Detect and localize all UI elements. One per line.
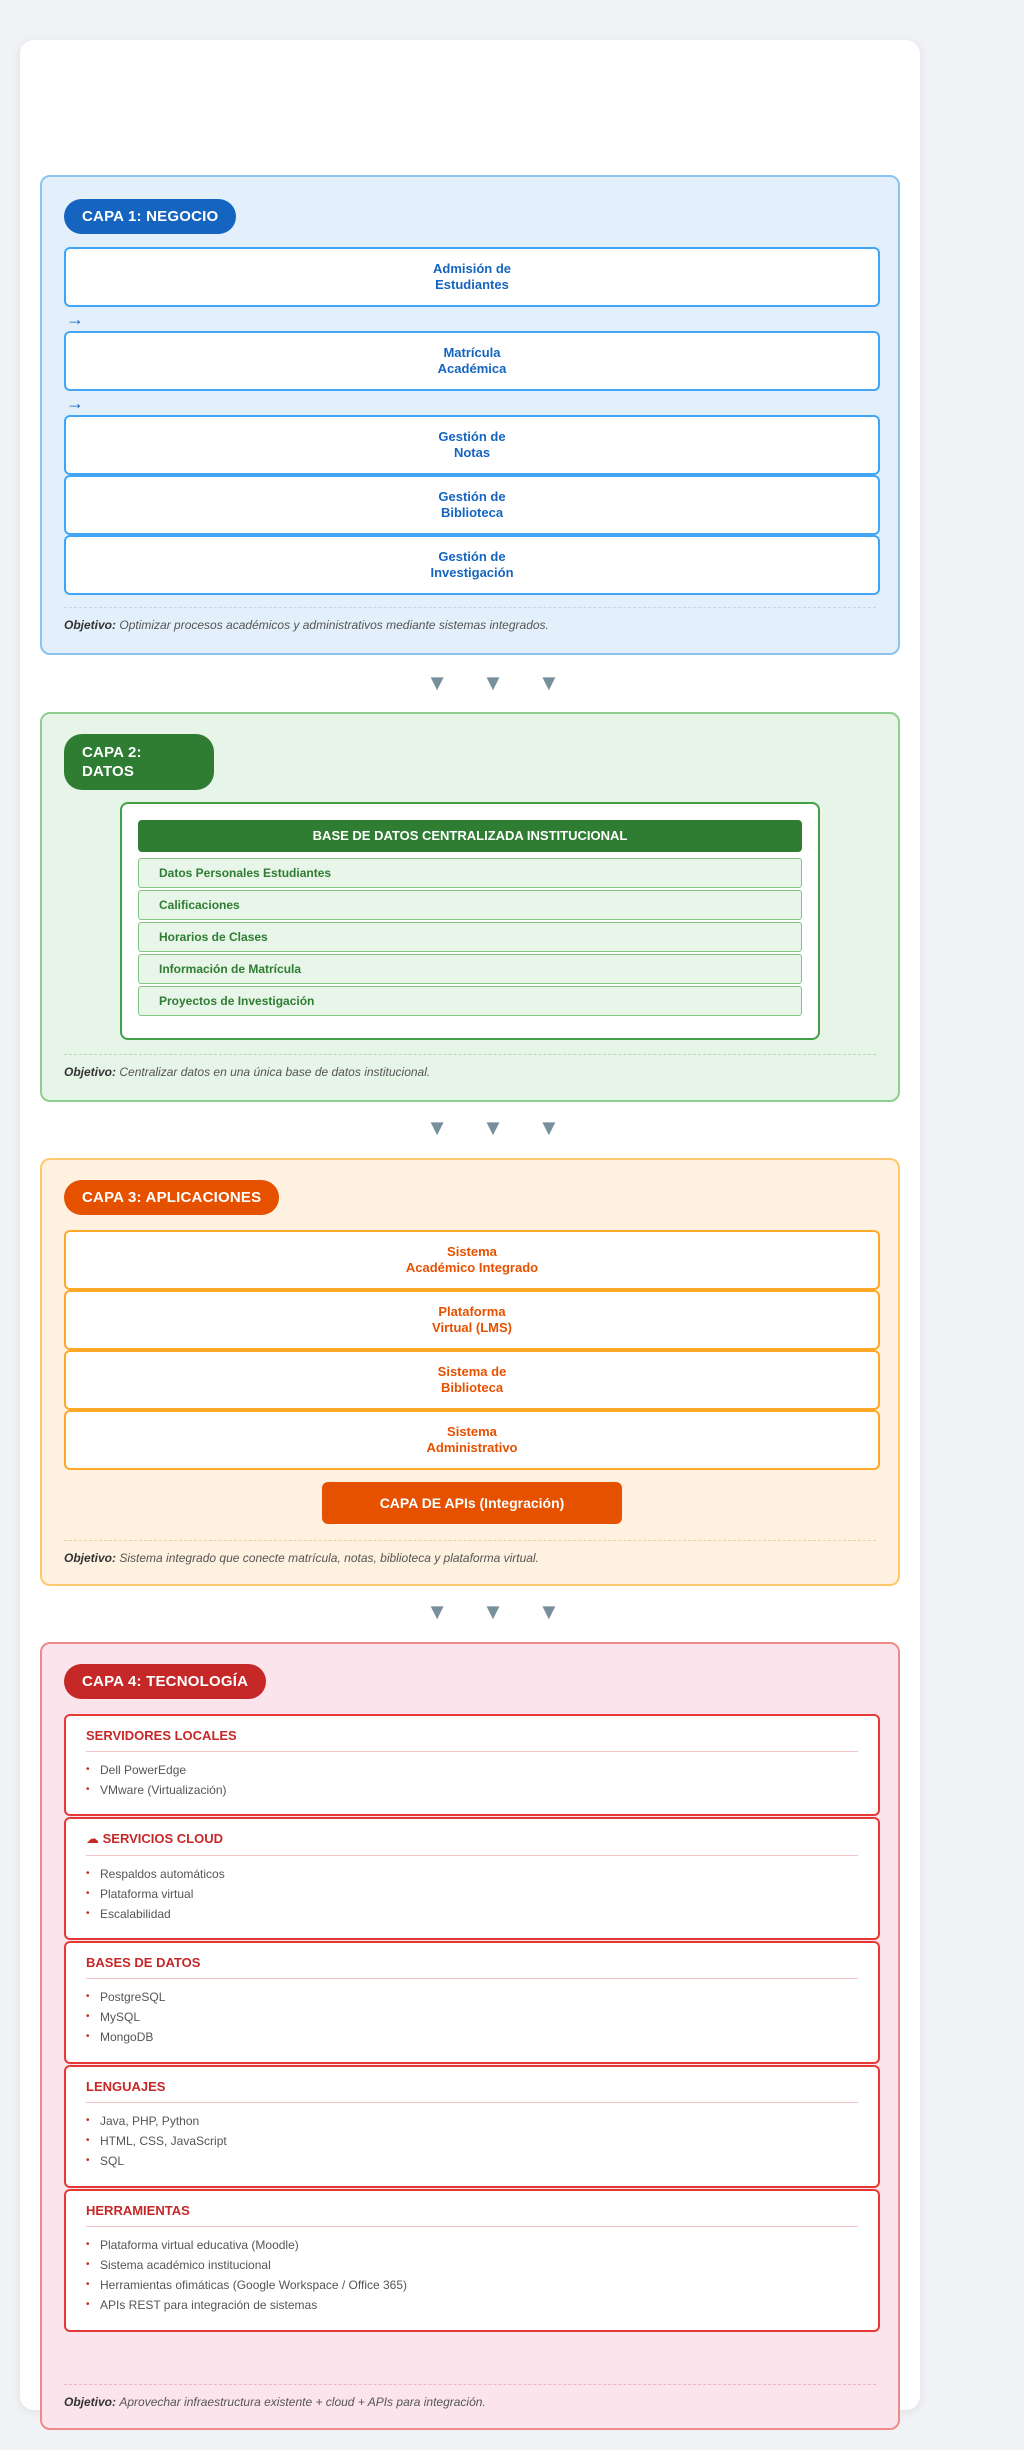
list-item: • APIs REST para integración de sistemas (86, 2295, 858, 2315)
list-item: Proyectos de Investigación (138, 986, 802, 1016)
tech-group-languages (64, 2065, 880, 2188)
tech-group-title: ☁ SERVICIOS CLOUD (86, 1831, 858, 1856)
list-item: • Java, PHP, Python (86, 2111, 858, 2131)
process-box: Matrícula Académica (64, 331, 880, 391)
list-item: • HTML, CSS, JavaScript (86, 2131, 858, 2151)
tech-group-servers (64, 1714, 880, 1816)
list-item: • Herramientas ofimáticas (Google Workspace / Office 365) (86, 2275, 858, 2295)
layer-applications-objective: Objetivo: Sistema integrado que conecte matrícula, notas, biblioteca y plataforma virtual. (64, 1540, 876, 1565)
arrow-right-icon: → (66, 309, 84, 329)
list-item: • Escalabilidad (86, 1904, 858, 1924)
list-item: • SQL (86, 2151, 858, 2171)
layer-applications (40, 1158, 900, 1586)
tech-group-title: BASES DE DATOS (86, 1955, 858, 1979)
arrow-right-icon: → (66, 393, 84, 413)
list-item: • Sistema académico institucional (86, 2255, 858, 2275)
process-box: Gestión de Notas (64, 415, 880, 475)
layer-data-objective: Objetivo: Centralizar datos en una única base de datos institucional. (64, 1054, 876, 1079)
list-item: • PostgreSQL (86, 1987, 858, 2007)
list-item: • MongoDB (86, 2027, 858, 2047)
api-layer-button[interactable]: CAPA DE APIs (Integración) (322, 1482, 622, 1524)
list-item: • VMware (Virtualización) (86, 1780, 858, 1800)
tech-group-title: HERRAMIENTAS (86, 2203, 858, 2227)
layer-technology-title: CAPA 4: TECNOLOGÍA (64, 1664, 266, 1699)
down-arrows-icon: ▼ ▼ ▼ (426, 1115, 574, 1140)
list-item: Calificaciones (138, 890, 802, 920)
list-item: Datos Personales Estudiantes (138, 858, 802, 888)
list-item: • Dell PowerEdge (86, 1760, 858, 1780)
layer-data-title: CAPA 2: DATOS (64, 734, 214, 790)
tech-group-title: LENGUAJES (86, 2079, 858, 2103)
application-box: Sistema Académico Integrado (64, 1230, 880, 1290)
layer-technology (40, 1642, 900, 2430)
tech-group-tools (64, 2189, 880, 2332)
process-box: Admisión de Estudiantes (64, 247, 880, 307)
layer-business (40, 175, 900, 655)
list-item: Horarios de Clases (138, 922, 802, 952)
central-database (120, 802, 820, 1040)
list-item: • MySQL (86, 2007, 858, 2027)
list-item: • Plataforma virtual (86, 1884, 858, 1904)
layer-technology-objective: Objetivo: Aprovechar infraestructura existente + cloud + APIs para integración. (64, 2384, 876, 2409)
diagram-card (20, 40, 920, 2410)
application-box: Sistema Administrativo (64, 1410, 880, 1470)
list-item: • Plataforma virtual educativa (Moodle) (86, 2235, 858, 2255)
list-item: Información de Matrícula (138, 954, 802, 984)
down-arrows-icon: ▼ ▼ ▼ (426, 1599, 574, 1624)
layer-data (40, 712, 900, 1102)
application-box: Sistema de Biblioteca (64, 1350, 880, 1410)
down-arrows-icon: ▼ ▼ ▼ (426, 670, 574, 695)
layer-business-objective: Objetivo: Optimizar procesos académicos y administrativos mediante sistemas integrados. (64, 607, 876, 632)
process-box: Gestión de Investigación (64, 535, 880, 595)
tech-group-title: SERVIDORES LOCALES (86, 1728, 858, 1752)
layer-business-title: CAPA 1: NEGOCIO (64, 199, 236, 234)
tech-group-cloud (64, 1817, 880, 1940)
application-box: Plataforma Virtual (LMS) (64, 1290, 880, 1350)
database-title: BASE DE DATOS CENTRALIZADA INSTITUCIONAL (138, 820, 802, 852)
layer-applications-title: CAPA 3: APLICACIONES (64, 1180, 279, 1215)
tech-group-databases (64, 1941, 880, 2064)
list-item: • Respaldos automáticos (86, 1864, 858, 1884)
process-box: Gestión de Biblioteca (64, 475, 880, 535)
